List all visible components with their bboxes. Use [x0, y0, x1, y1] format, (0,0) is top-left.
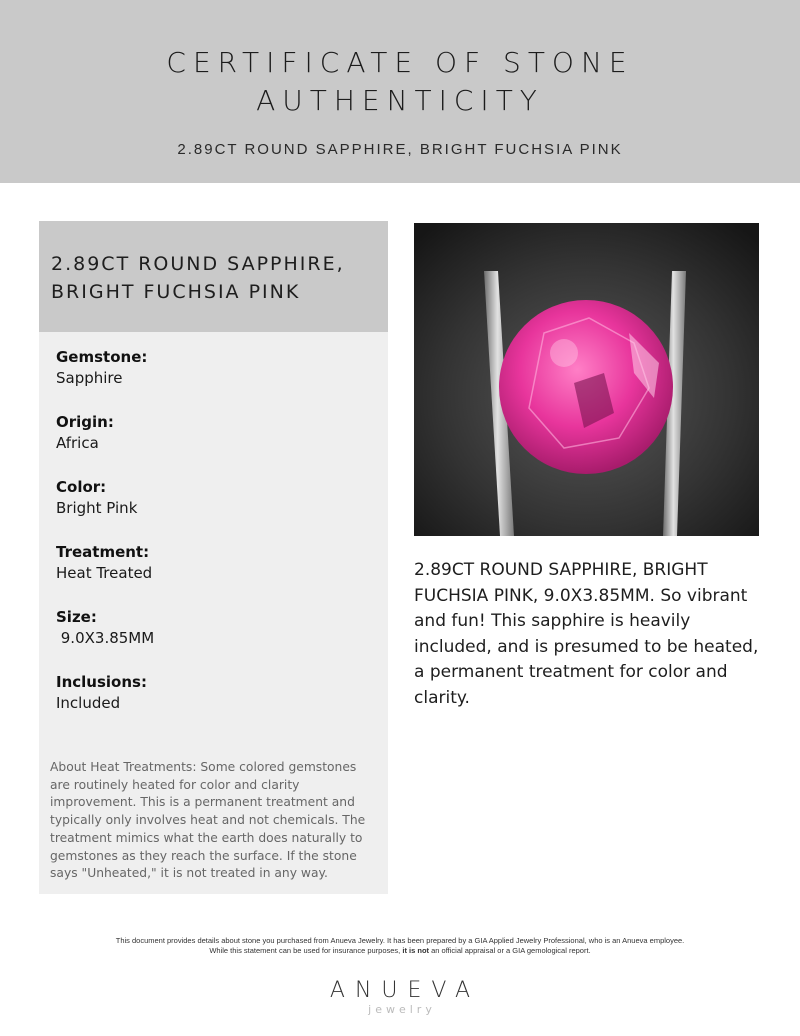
- spec-list: [56, 347, 376, 737]
- spec-value: 9.0X3.85MM: [56, 629, 155, 647]
- sapphire-in-tweezers-image: [414, 223, 759, 536]
- stone-details-panel: [39, 221, 388, 894]
- disclaimer-text: an official appraisal or a GIA gemological report.: [429, 946, 591, 955]
- spec-value: Heat Treated: [56, 564, 153, 582]
- stone-name-line-2: BRIGHT FUCHSIA PINK: [51, 281, 301, 303]
- spec-value: Sapphire: [56, 369, 123, 387]
- disclaimer-emphasis: it is not: [402, 946, 430, 955]
- spec-value: Included: [56, 694, 121, 712]
- stone-name-line-1: 2.89CT ROUND SAPPHIRE,: [51, 253, 345, 275]
- spec-origin: [56, 412, 376, 477]
- spec-treatment: [56, 542, 376, 607]
- spec-value: Bright Pink: [56, 499, 138, 517]
- stone-details-heading: [39, 221, 388, 332]
- spec-label: Origin:: [56, 413, 114, 431]
- spec-label: Size:: [56, 608, 97, 626]
- spec-inclusions: [56, 672, 376, 737]
- spec-label: Gemstone:: [56, 348, 148, 366]
- spec-gemstone: [56, 347, 376, 412]
- certificate-header: [0, 0, 800, 183]
- spec-value: Africa: [56, 434, 99, 452]
- heat-treatment-note: About Heat Treatments: Some colored gemstones are routinely heated for color and clarity improvement. This is a permanent treatment and typically only involves heat and not chemicals. The treatment mimics what the earth does naturally to gemstones as they reach the surface. If the stone says "Unheated," it is not treated in any way.: [50, 760, 366, 881]
- stone-name: [51, 250, 386, 306]
- disclaimer-text: While this statement can be used for insurance purposes,: [209, 946, 403, 955]
- certificate-subtitle: 2.89CT ROUND SAPPHIRE, BRIGHT FUCHSIA PINK: [177, 141, 623, 158]
- spec-color: [56, 477, 376, 542]
- disclaimer-line-2: [0, 946, 800, 956]
- certificate-title: [0, 44, 800, 120]
- spec-label: Color:: [56, 478, 107, 496]
- title-line-2: AUTHENTICITY: [256, 84, 544, 117]
- spec-label: Treatment:: [56, 543, 150, 561]
- logo-name: ANUEVA: [329, 978, 481, 1003]
- stone-description: 2.89CT ROUND SAPPHIRE, BRIGHT FUCHSIA PINK, 9.0X3.85MM. So vibrant and fun! This sapphire is heavily included, and is presumed to be heated, a permanent treatment for color and clarity.: [414, 560, 759, 708]
- title-line-1: CERTIFICATE OF STONE: [166, 46, 634, 79]
- disclaimer-line-1: This document provides details about stone you purchased from Anueva Jewelry. It has been prepared by a GIA Applied Jewelry Professional, who is an Anueva employee.: [115, 936, 685, 945]
- anueva-logo: [0, 978, 800, 1016]
- logo-subtitle: jewelry: [368, 1003, 436, 1016]
- disclaimer: [0, 936, 800, 956]
- spec-size: [56, 607, 376, 672]
- spec-label: Inclusions:: [56, 673, 147, 691]
- gemstone-photo: [414, 223, 759, 536]
